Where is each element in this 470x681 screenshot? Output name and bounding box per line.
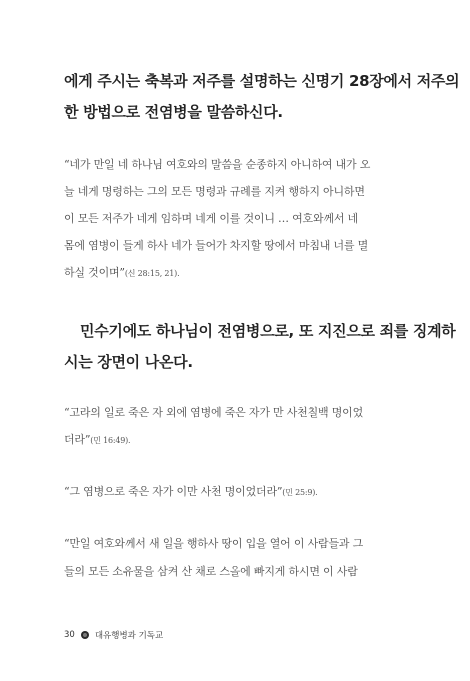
- quote-text: “그 염병으로 죽은 자가 이만 사천 명이었더라”: [64, 485, 283, 498]
- quote-text-line: “네가 만일 네 하나님 여호와의 말씀을 순종하지 아니하여 내가 오: [64, 158, 371, 171]
- quote-text-line: [64, 264, 179, 280]
- quote-text-line: 몸에 염병이 들게 하사 네가 들어가 차지할 땅에서 마침내 너를 멸: [64, 239, 369, 252]
- page-number: 30: [64, 630, 75, 640]
- circle-bullet-icon: [81, 631, 89, 639]
- body-text-line: 한 방법으로 전염병을 말씀하신다.: [64, 103, 283, 121]
- quote-text-line: “만일 여호와께서 새 일을 행하사 땅이 입을 열어 이 사람들과 그: [64, 537, 364, 550]
- running-title: 대유행병과 기독교: [94, 631, 164, 641]
- body-text-line: 민수기에도 하나님이 전염병으로, 또 지진으로 죄를 징계하: [80, 322, 456, 340]
- page-footer: [64, 629, 163, 641]
- quote-text-line: 이 모든 저주가 네게 임하며 네게 이를 것이니 … 여호와께서 네: [64, 212, 358, 225]
- quote-text: 하실 것이며”: [64, 266, 125, 279]
- scripture-reference: (신 28:15, 21).: [124, 269, 180, 278]
- quote-text-line: “고라의 일로 죽은 자 외에 염병에 죽은 자가 만 사천칠백 명이었: [64, 406, 364, 419]
- quote-text-line: 들의 모든 소유물을 삼켜 산 채로 스올에 빠지게 하시면 이 사람: [64, 565, 358, 578]
- body-text-line: 시는 장면이 나온다.: [64, 353, 193, 371]
- quote-text-line: 늘 네게 명령하는 그의 모든 명령과 규례를 지켜 행하지 아니하면: [64, 185, 365, 198]
- quote-text-line: [64, 431, 130, 447]
- scripture-reference: (민 25:9).: [282, 488, 318, 497]
- scripture-reference: (민 16:49).: [90, 436, 131, 445]
- quote-text: 더라”: [64, 433, 91, 446]
- quote-text-line: [64, 483, 318, 499]
- body-text-line: 에게 주시는 축복과 저주를 설명하는 신명기 28장에서 저주의: [64, 72, 460, 90]
